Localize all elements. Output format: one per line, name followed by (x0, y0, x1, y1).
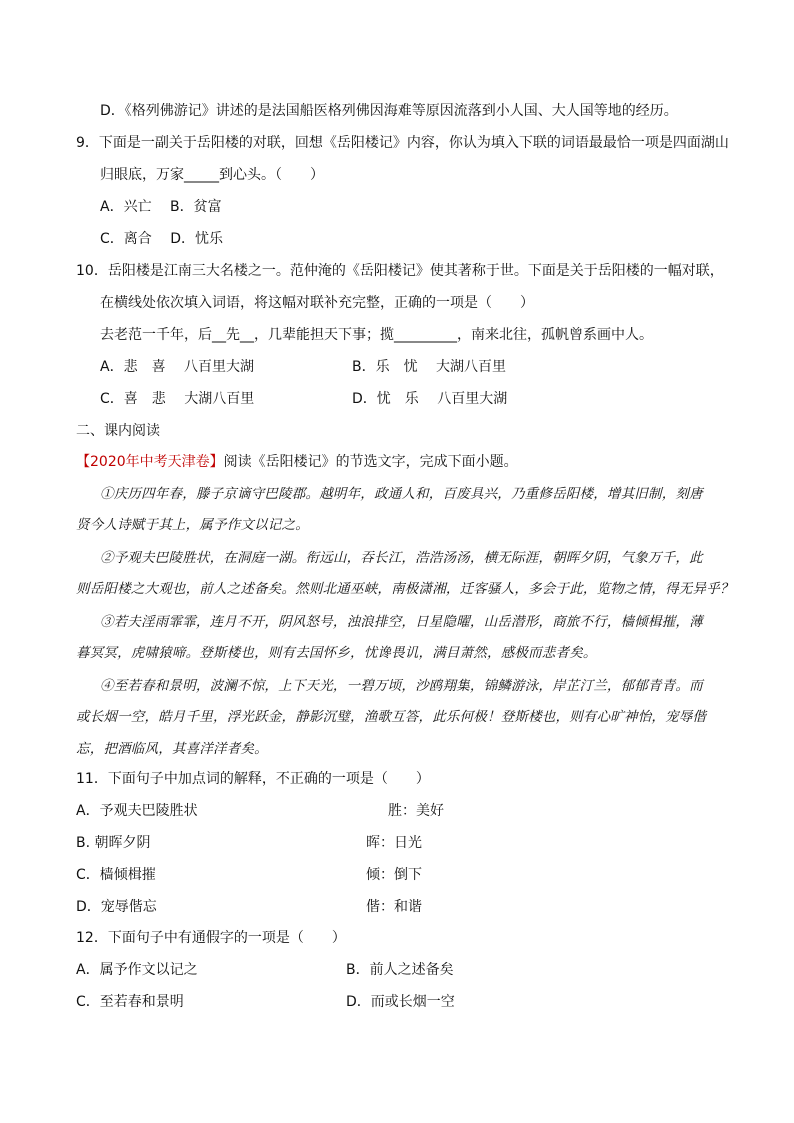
passage-intro: 阅读《岳阳楼记》的节选文字，完成下面小题。 (223, 454, 518, 470)
q11-item-d-gloss: 偕：和谐 (366, 899, 422, 915)
passage-intro-line (76, 452, 518, 472)
q11-item-a-gloss: 胜：美好 (388, 803, 444, 819)
q12-option-d: D．而或长烟一空 (346, 994, 455, 1010)
q9-stem-line-2: 归眼底，万家_____到心头。（ ） (100, 167, 324, 183)
q12-option-b: B．前人之述备矣 (346, 962, 454, 978)
passage-p2-line-1: ②予观夫巴陵胜状，在洞庭一湖。衔远山，吞长江，浩浩汤汤，横无际涯，朝晖夕阴，气象万千，此 (100, 550, 703, 566)
q11-item-b: B. 朝晖夕阴 (76, 835, 151, 851)
passage-p3-line-1: ③若夫淫雨霏霏，连月不开，阴风怒号，浊浪排空，日星隐曜，山岳潜形，商旅不行，樯倾楫摧，薄 (100, 614, 703, 630)
q12-option-c: C．至若春和景明 (76, 994, 184, 1010)
q11-item-d: D．宠辱偕忘 (76, 899, 157, 915)
section-heading: 二、课内阅读 (76, 423, 160, 439)
q10-stem-line-1: 10．岳阳楼是江南三大名楼之一。范仲淹的《岳阳楼记》使其著称于世。下面是关于岳阳楼的一幅对联， (76, 263, 724, 279)
passage-p4-line-2: 或长烟一空，皓月千里，浮光跃金，静影沉璧，渔歌互答，此乐何极！登斯楼也，则有心旷神怡，宠辱偕 (76, 709, 707, 725)
q10-option-b: B．乐 忧 大湖八百里 (352, 359, 507, 375)
passage-p3-line-2: 暮冥冥，虎啸猿啼。登斯楼也，则有去国怀乡，忧谗畏讥，满目萧然，感极而悲者矣。 (76, 645, 597, 661)
q9-stem-line-1: 9．下面是一副关于岳阳楼的对联，回想《岳阳楼记》内容，你认为填入下联的词语最最恰一项是四面湖山 (76, 135, 729, 151)
q10-stem-line-2: 在横线处依次填入词语，将这幅对联补充完整，正确的一项是（ ） (100, 295, 534, 311)
q12-stem: 12．下面句子中有通假字的一项是（ ） (76, 930, 346, 946)
q11-item-b-gloss: 晖：日光 (366, 835, 422, 851)
q10-option-c: C．喜 悲 大湖八百里 (100, 391, 255, 407)
passage-p1-line-2: 贤今人诗赋于其上，属予作文以记之。 (76, 517, 309, 533)
q11-item-c-gloss: 倾：倒下 (366, 867, 422, 883)
passage-p1-line-1: ①庆历四年春，滕子京谪守巴陵郡。越明年，政通人和，百废具兴，乃重修岳阳楼，增其旧制，刻唐 (100, 486, 703, 502)
passage-p4-line-1: ④至若春和景明，波澜不惊，上下天光，一碧万顷，沙鸥翔集，锦鳞游泳，岸芷汀兰，郁郁青青。而 (100, 678, 703, 694)
q10-option-a: A．悲 喜 八百里大湖 (100, 359, 255, 375)
q8-option-d: D．《格列佛游记》讲述的是法国船医格列佛因海难等原因流落到小人国、大人国等地的经历。 (100, 103, 678, 119)
q11-item-c: C．樯倾楫摧 (76, 867, 156, 883)
q10-option-d: D．忧 乐 八百里大湖 (352, 391, 508, 407)
q12-option-a: A．属予作文以记之 (76, 962, 198, 978)
passage-p4-line-3: 忘，把酒临风，其喜洋洋者矣。 (76, 741, 268, 757)
q9-options-ab: A．兴亡 B．贫富 (100, 199, 222, 215)
source-tag: 【2020年中考天津卷】 (76, 454, 224, 470)
q10-couplet: 去老范一千年，后__先__，几辈能担天下事；揽_________，南来北往，孤帆曾系画中人。 (100, 327, 653, 343)
q11-item-a: A．予观夫巴陵胜状 (76, 803, 198, 819)
q11-stem: 11．下面句子中加点词的解释，不正确的一项是（ ） (76, 771, 430, 787)
q9-options-cd: C．离合 D．忧乐 (100, 231, 224, 247)
passage-p2-line-2: 则岳阳楼之大观也，前人之述备矣。然则北通巫峡，南极潇湘，迁客骚人，多会于此，览物之情，得无异乎？ (76, 581, 734, 597)
